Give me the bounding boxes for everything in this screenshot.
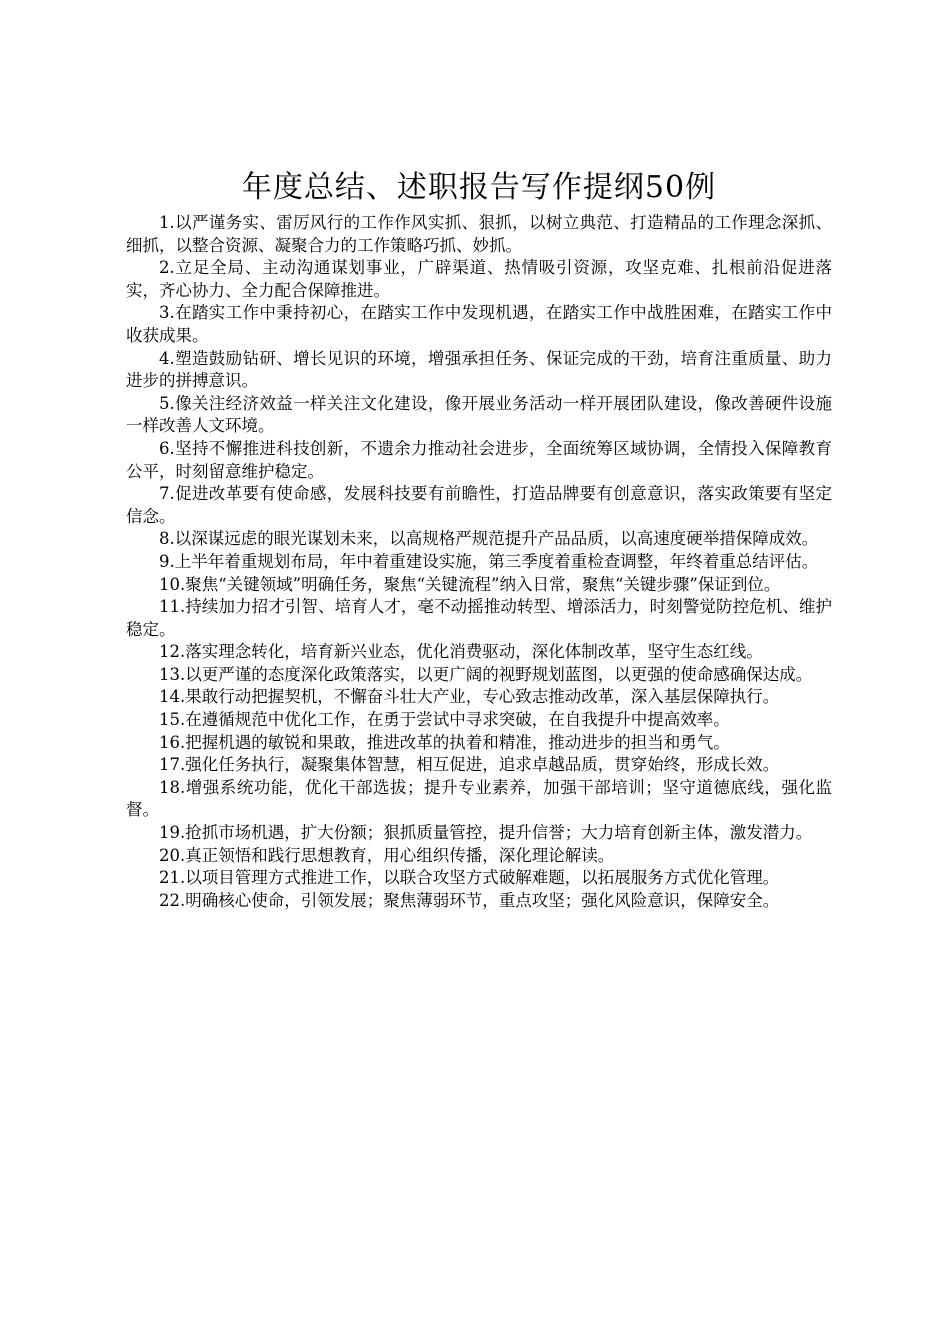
outline-item: 16.把握机遇的敏锐和果敢，推进改革的执着和精准，推动进步的担当和勇气。 xyxy=(159,732,730,752)
outline-item: 3.在踏实工作中秉持初心，在踏实工作中发现机遇，在踏实工作中战胜困难，在踏实工作中收获成果。 xyxy=(126,303,832,345)
outline-item: 6.坚持不懈推进科技创新，不遗余力推动社会进步，全面统筹区域协调，全情投入保障教育公平，时刻留意维护稳定。 xyxy=(126,438,832,481)
outline-item: 5.像关注经济效益一样关注文化建设，像开展业务活动一样开展团队建设，像改善硬件设施一样改善人文环境。 xyxy=(126,393,832,436)
outline-item: 1.以严谨务实、雷厉风行的工作作风实抓、狠抓，以树立典范、打造精品的工作理念深抓、细抓，以整合资源、凝聚合力的工作策略巧抓、妙抓。 xyxy=(126,213,832,255)
document-title: 年度总结、述职报告写作提纲50例 xyxy=(241,170,717,205)
outline-item: 21.以项目管理方式推进工作，以联合攻坚方式破解难题，以拓展服务方式优化管理。 xyxy=(159,868,780,888)
outline-item: 18.增强系统功能，优化干部选拔；提升专业素养，加强干部培训；坚守道德底线，强化监督。 xyxy=(126,777,832,820)
outline-item: 10.聚焦“关键领域”明确任务，聚焦“关键流程”纳入日常，聚焦“关键步骤”保证到位。 xyxy=(159,574,781,594)
document-page xyxy=(126,168,832,912)
outline-item: 20.真正领悟和践行思想教育，用心组织传播，深化理论解读。 xyxy=(159,845,615,865)
outline-item: 19.抢抓市场机遇，扩大份额；狠抓质量管控，提升信誉；大力培育创新主体，激发潜力。 xyxy=(159,823,813,843)
outline-item: 2.立足全局、主动沟通谋划事业，广辟渠道、热情吸引资源，攻坚克难、扎根前沿促进落实，齐心协力、全力配合保障推进。 xyxy=(126,258,832,300)
outline-item: 8.以深谋远虑的眼光谋划未来，以高规格严规范提升产品品质，以高速度硬举措保障成效。 xyxy=(159,529,819,549)
outline-item: 22.明确核心使命，引领发展；聚焦薄弱环节，重点攻坚；强化风险意识，保障安全。 xyxy=(159,890,780,910)
outline-item: 12.落实理念转化，培育新兴业态，优化消费驱动，深化体制改革，坚守生态红线。 xyxy=(159,642,763,662)
outline-item: 11.持续加力招才引智、培育人才，毫不动摇推动转型、增添活力，时刻警觉防控危机、维护稳定。 xyxy=(126,597,832,639)
outline-item: 13.以更严谨的态度深化政策落实，以更广阔的视野规划蓝图，以更强的使命感确保达成。 xyxy=(159,664,813,684)
outline-item: 14.果敢行动把握契机，不懈奋斗壮大产业，专心致志推动改革，深入基层保障执行。 xyxy=(159,687,780,707)
outline-list xyxy=(126,212,832,912)
outline-item: 17.强化任务执行，凝聚集体智慧，相互促进，追求卓越品质，贯穿始终，形成长效。 xyxy=(159,755,780,775)
outline-item: 4.塑造鼓励钻研、增长见识的环境，增强承担任务、保证完成的干劲，培育注重质量、助力进步的拼搏意识。 xyxy=(126,348,832,391)
outline-item: 9.上半年着重规划布局，年中着重建设实施，第三季度着重检查调整，年终着重总结评估。 xyxy=(159,551,819,571)
outline-item: 7.促进改革要有使命感，发展科技要有前瞻性，打造品牌要有创意意识，落实政策要有坚定信念。 xyxy=(126,484,832,526)
outline-item: 15.在遵循规范中优化工作，在勇于尝试中寻求突破，在自我提升中提高效率。 xyxy=(159,710,730,730)
